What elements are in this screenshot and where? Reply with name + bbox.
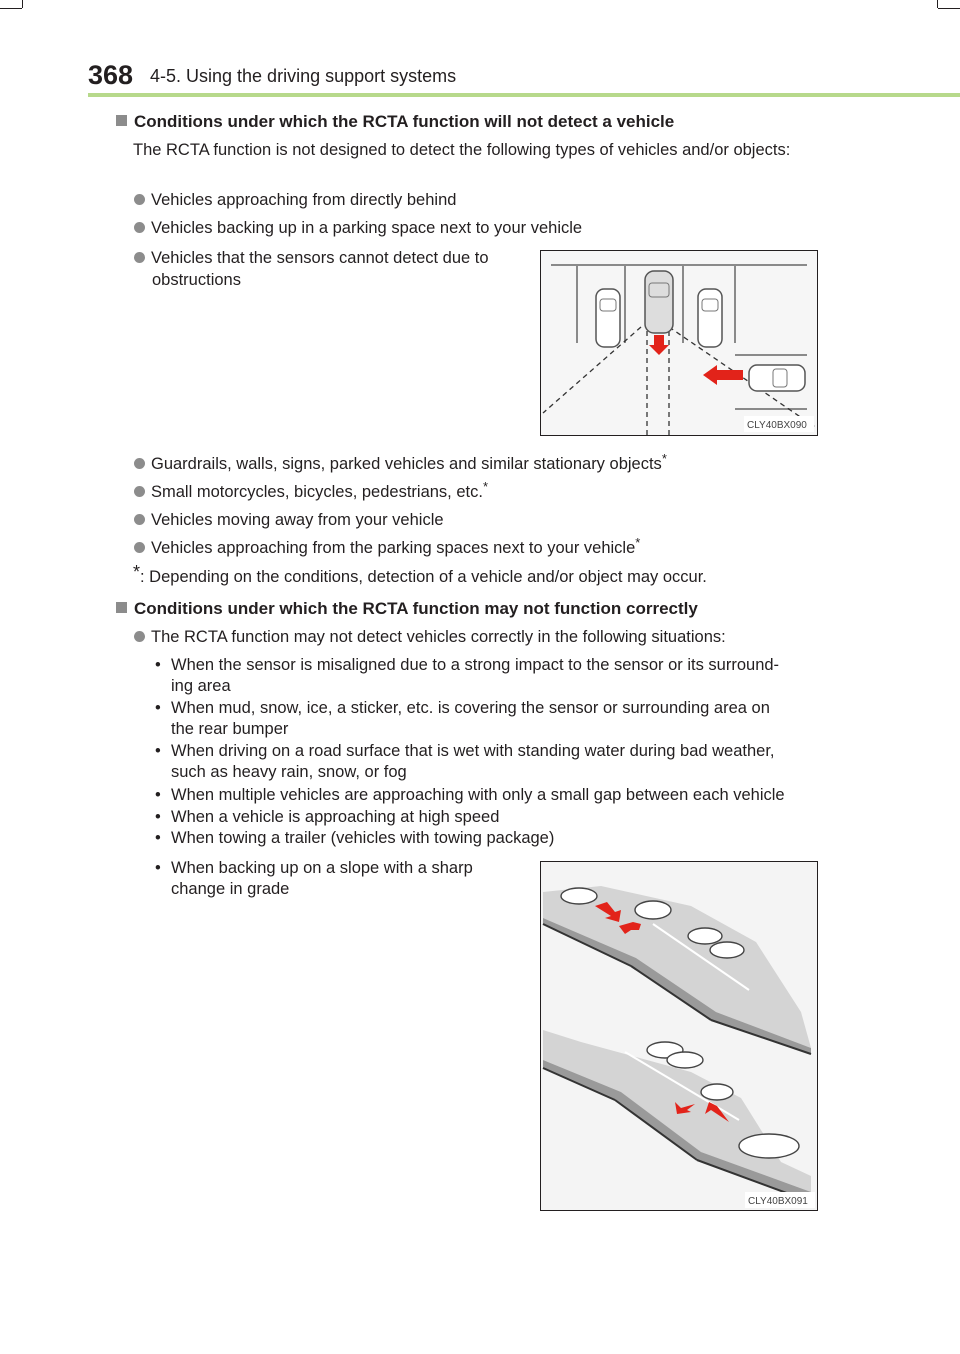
figure-code-2: CLY40BX091 (748, 1196, 808, 1207)
round-bullet-icon (134, 458, 145, 469)
footnote-marker: * (635, 535, 641, 550)
sub-item-text: When driving on a road surface that is wet with standing water during bad weather, (171, 742, 775, 760)
figure-code-1: CLY40BX090 (747, 420, 807, 431)
sub-item (155, 785, 835, 806)
list-item-text-cont: obstructions (152, 271, 241, 289)
list-item (134, 537, 640, 559)
round-bullet-icon (134, 486, 145, 497)
footnote-asterisk: * (133, 562, 141, 582)
list-item-text: Vehicles approaching from directly behind (151, 191, 457, 209)
header-rule (88, 93, 960, 97)
crop-mark-tr-h (938, 8, 960, 9)
parking-lot-figure (540, 250, 818, 436)
sub-item (155, 698, 835, 740)
page-header (88, 56, 960, 96)
square-bullet-icon (116, 115, 127, 126)
sub-item-text: When the sensor is misaligned due to a strong impact to the sensor or its surround- (171, 656, 780, 674)
section2-heading (116, 599, 698, 619)
square-bullet-icon (116, 602, 127, 613)
round-bullet-icon (134, 542, 145, 553)
dot-marker: • (155, 786, 161, 804)
list-item-text: The RCTA function may not detect vehicles correctly in the following situations: (151, 628, 726, 646)
section1-heading (116, 112, 674, 132)
round-bullet-icon (134, 222, 145, 233)
dot-marker: • (155, 829, 161, 847)
round-bullet-icon (134, 631, 145, 642)
sub-item-text: When towing a trailer (vehicles with towing package) (171, 829, 555, 847)
crop-mark-tl-v (22, 0, 23, 8)
crop-mark-tr-v (937, 0, 938, 8)
sub-item-text: When a vehicle is approaching at high speed (171, 808, 500, 826)
list-item (134, 247, 489, 291)
page-number: 368 (88, 60, 134, 90)
section1-heading-text: Conditions under which the RCTA function will not detect a vehicle (134, 112, 675, 131)
section2-heading-text: Conditions under which the RCTA function may not function correctly (134, 599, 698, 618)
footnote-marker: * (661, 451, 667, 466)
slope-figure (540, 861, 818, 1211)
list-item-text: Small motorcycles, bicycles, pedestrians, etc. (151, 483, 483, 501)
sub-item-text-cont: such as heavy rain, snow, or fog (171, 763, 407, 781)
sub-item (155, 655, 835, 697)
crop-mark-tl-h (0, 8, 22, 9)
dot-marker: • (155, 808, 161, 826)
dot-marker: • (155, 699, 161, 717)
sub-item-text: When multiple vehicles are approaching with only a small gap between each vehicle (171, 786, 785, 804)
list-item-text: Vehicles that the sensors cannot detect due to (151, 249, 489, 267)
sub-item-text: When mud, snow, ice, a sticker, etc. is covering the sensor or surrounding area on (171, 699, 770, 717)
sub-item (155, 858, 515, 900)
footnote (133, 562, 707, 588)
list-item-text: Vehicles backing up in a parking space next to your vehicle (151, 219, 583, 237)
sub-item (155, 807, 835, 828)
footnote-marker: * (482, 479, 489, 494)
footnote-text: : Depending on the conditions, detection of a vehicle and/or object may occur. (140, 568, 707, 586)
dot-marker: • (155, 859, 161, 877)
sub-item-text-cont: the rear bumper (171, 720, 289, 738)
list-item (134, 453, 667, 475)
dot-marker: • (155, 656, 161, 674)
round-bullet-icon (134, 514, 145, 525)
sub-item (155, 741, 835, 783)
sub-item-text-cont: change in grade (171, 880, 290, 898)
sub-item-text: When backing up on a slope with a sharp (171, 859, 473, 877)
list-item (134, 509, 444, 531)
list-item-text: Vehicles moving away from your vehicle (151, 511, 444, 529)
round-bullet-icon (134, 194, 145, 205)
list-item (134, 481, 488, 503)
round-bullet-icon (134, 252, 145, 263)
list-item-text: Vehicles approaching from the parking spaces next to your vehicle (151, 539, 636, 557)
list-item (134, 189, 456, 211)
section1-intro: The RCTA function is not designed to detect the following types of vehicles and/or objects: (133, 141, 791, 159)
dot-marker: • (155, 742, 161, 760)
slope-illustration (541, 862, 817, 1210)
list-item (134, 626, 726, 648)
section-title: 4-5. Using the driving support systems (150, 66, 457, 86)
parking-lot-illustration (541, 251, 817, 435)
sub-item (155, 828, 835, 849)
list-item-text: Guardrails, walls, signs, parked vehicles and similar stationary objects (151, 455, 662, 473)
sub-item-text-cont: ing area (171, 677, 231, 695)
list-item (134, 217, 582, 239)
